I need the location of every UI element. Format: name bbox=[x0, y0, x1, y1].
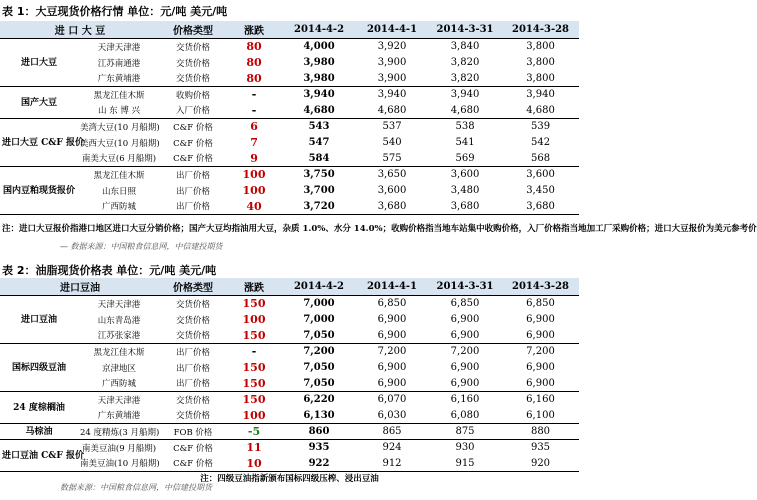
price-type-cell: 收购价格 bbox=[160, 87, 226, 103]
table-row bbox=[0, 456, 579, 472]
price-cell: 3,720 bbox=[303, 200, 335, 212]
price-type-cell: FOB 价格 bbox=[160, 424, 226, 440]
table-row bbox=[0, 392, 579, 408]
table-row bbox=[0, 440, 579, 456]
price-type-cell: C&F 价格 bbox=[160, 440, 226, 456]
price-cell: 3,940 bbox=[428, 87, 502, 103]
group-label: 24 度棕榈油 bbox=[0, 392, 78, 424]
price-type-cell: 出厂价格 bbox=[160, 344, 226, 360]
price-cell: 3,600 bbox=[502, 167, 579, 183]
header-cell: 进口豆油 bbox=[0, 278, 160, 296]
price-type-cell: 交货价格 bbox=[176, 58, 211, 69]
location-cell: 黑龙江佳木斯 bbox=[78, 344, 160, 360]
header-cell: 2014-4-2 bbox=[282, 21, 356, 39]
price-cell: 922 bbox=[308, 457, 330, 469]
price-cell: 7,050 bbox=[303, 377, 335, 389]
location-cell: 江苏张家港 bbox=[97, 331, 141, 342]
price-cell: 3,600 bbox=[377, 185, 407, 196]
header-cell: 涨跌 bbox=[226, 21, 282, 39]
group-label: 马棕油 bbox=[0, 424, 78, 440]
group-label: 进口大豆 C&F 报价 bbox=[0, 119, 78, 167]
price-cell: 537 bbox=[356, 119, 428, 135]
location-cell: 美湾大豆(10 月船期) bbox=[78, 119, 160, 135]
price-cell: 6,070 bbox=[356, 392, 428, 408]
price-cell: 4,680 bbox=[526, 104, 555, 116]
table1-source: — 数据来源：中国粮食信息网，中信建投期货 bbox=[60, 242, 223, 251]
change-cell: 10 bbox=[246, 456, 262, 470]
price-cell: 880 bbox=[502, 424, 579, 440]
header-cell: 涨跌 bbox=[226, 278, 282, 296]
price-cell: 6,900 bbox=[526, 329, 555, 341]
price-cell: 6,850 bbox=[356, 296, 428, 312]
price-cell: 935 bbox=[502, 440, 579, 456]
price-cell: 3,800 bbox=[526, 72, 555, 84]
table-row bbox=[0, 71, 579, 87]
soybean-price-table bbox=[0, 21, 757, 245]
price-cell: 543 bbox=[282, 119, 356, 135]
change-cell: 40 bbox=[246, 199, 262, 213]
table-row bbox=[0, 199, 579, 215]
location-cell: 天津天津港 bbox=[78, 392, 160, 408]
group-label: 国产大豆 bbox=[0, 87, 78, 119]
change-cell: - bbox=[226, 87, 282, 103]
group-label: 国标四级豆油 bbox=[0, 344, 78, 392]
table2-title: 表 2：油脂现货价格表 单位：元/吨 美元/吨 bbox=[2, 264, 217, 277]
price-cell: 569 bbox=[455, 152, 475, 164]
change-cell: 150 bbox=[242, 361, 266, 374]
header-cell: 2014-3-28 bbox=[502, 21, 579, 39]
price-cell: 538 bbox=[428, 119, 502, 135]
change-cell: 7 bbox=[250, 136, 258, 149]
oil-price-table bbox=[0, 278, 579, 488]
price-cell: 7,000 bbox=[282, 296, 356, 312]
price-type-cell: 交货价格 bbox=[160, 392, 226, 408]
price-cell: 7,200 bbox=[428, 344, 502, 360]
price-type-cell: 交货价格 bbox=[176, 74, 211, 85]
price-cell: 860 bbox=[282, 424, 356, 440]
location-cell: 黑龙江佳木斯 bbox=[78, 167, 160, 183]
price-cell: 4,680 bbox=[450, 104, 480, 116]
change-cell: 100 bbox=[242, 184, 266, 197]
location-cell: 山 东 博 兴 bbox=[97, 106, 141, 117]
price-cell: 3,650 bbox=[356, 167, 428, 183]
table-row bbox=[0, 344, 579, 360]
location-cell: 京津地区 bbox=[101, 363, 136, 374]
table-row bbox=[0, 135, 579, 151]
table-row bbox=[0, 55, 579, 71]
header-cell: 进 口 大 豆 bbox=[0, 21, 160, 39]
change-cell: 150 bbox=[226, 392, 282, 408]
price-cell: 3,800 bbox=[526, 57, 555, 68]
change-cell: 150 bbox=[242, 376, 266, 390]
header-cell: 价格类型 bbox=[160, 278, 226, 296]
price-cell: 6,900 bbox=[526, 377, 555, 389]
change-cell: 150 bbox=[226, 296, 282, 312]
price-cell: 6,900 bbox=[450, 377, 480, 389]
price-cell: 539 bbox=[502, 119, 579, 135]
price-type-cell: 交货价格 bbox=[175, 411, 210, 422]
location-cell: 天津天津港 bbox=[78, 296, 160, 312]
change-cell: 80 bbox=[246, 71, 262, 85]
location-cell: 广东黄埔港 bbox=[97, 74, 141, 85]
price-type-cell: 交货价格 bbox=[160, 39, 226, 55]
price-cell: 3,840 bbox=[428, 39, 502, 55]
change-cell: 100 bbox=[242, 408, 266, 422]
location-cell: 南美豆油(10 月船期) bbox=[80, 459, 160, 470]
change-cell: 80 bbox=[226, 39, 282, 55]
price-cell: 3,900 bbox=[377, 72, 407, 84]
change-cell: 9 bbox=[250, 151, 258, 165]
table-row bbox=[0, 119, 579, 135]
price-type-cell: 出厂价格 bbox=[176, 186, 211, 197]
price-cell: 7,000 bbox=[303, 314, 335, 325]
table-note: 注：四级豆油指新颁布国标四级压榨、浸出豆油 bbox=[0, 472, 579, 488]
price-cell: 3,450 bbox=[526, 185, 555, 196]
price-cell: 924 bbox=[356, 440, 428, 456]
location-cell: 广东黄埔港 bbox=[97, 411, 141, 422]
price-type-cell: 出厂价格 bbox=[160, 167, 226, 183]
table-row bbox=[0, 312, 579, 328]
table-row bbox=[0, 103, 579, 119]
header-cell: 2014-3-28 bbox=[502, 278, 579, 296]
price-type-cell: 出厂价格 bbox=[175, 363, 210, 374]
price-cell: 3,900 bbox=[377, 57, 407, 68]
price-cell: 865 bbox=[356, 424, 428, 440]
price-cell: 542 bbox=[530, 137, 551, 148]
price-cell: 3,940 bbox=[356, 87, 428, 103]
price-cell: 6,030 bbox=[377, 409, 407, 421]
price-cell: 3,980 bbox=[303, 72, 335, 84]
change-cell: 100 bbox=[226, 167, 282, 183]
change-cell: 11 bbox=[226, 440, 282, 456]
price-cell: 7,050 bbox=[303, 329, 335, 341]
price-cell: 547 bbox=[308, 137, 330, 148]
price-cell: 6,220 bbox=[282, 392, 356, 408]
price-cell: 6,100 bbox=[526, 409, 555, 421]
price-cell: 6,900 bbox=[450, 314, 480, 325]
price-cell: 3,680 bbox=[450, 200, 480, 212]
location-cell: 广西防城 bbox=[102, 202, 137, 213]
table-row bbox=[0, 296, 579, 312]
change-cell: - bbox=[251, 103, 257, 117]
price-cell: 6,900 bbox=[450, 329, 480, 341]
change-cell: 6 bbox=[226, 119, 282, 135]
header-cell: 2014-3-31 bbox=[428, 21, 502, 39]
price-cell: 3,820 bbox=[450, 57, 480, 68]
price-type-cell: 交货价格 bbox=[175, 331, 210, 342]
price-cell: 915 bbox=[455, 457, 475, 469]
group-label: 进口豆油 C&F 报价 bbox=[0, 440, 78, 472]
table-row bbox=[0, 424, 579, 440]
table1-title: 表 1：大豆现货价格行情 单位：元/吨 美元/吨 bbox=[2, 5, 228, 18]
price-type-cell: 交货价格 bbox=[160, 296, 226, 312]
price-cell: 6,160 bbox=[502, 392, 579, 408]
price-type-cell: 出厂价格 bbox=[175, 379, 210, 390]
price-cell: 3,480 bbox=[450, 185, 480, 196]
table-row bbox=[0, 87, 579, 103]
price-cell: 875 bbox=[428, 424, 502, 440]
price-cell: 3,750 bbox=[282, 167, 356, 183]
table-row bbox=[0, 167, 579, 183]
price-type-cell: C&F 价格 bbox=[173, 138, 213, 149]
price-cell: 6,850 bbox=[428, 296, 502, 312]
group-label: 进口大豆 bbox=[0, 39, 78, 87]
price-cell: 3,820 bbox=[450, 72, 480, 84]
location-cell: 南美大豆(6 月船期) bbox=[81, 154, 157, 165]
group-label: 进口豆油 bbox=[0, 296, 78, 344]
price-cell: 6,130 bbox=[303, 409, 335, 421]
price-cell: 3,680 bbox=[377, 200, 407, 212]
table-row bbox=[0, 408, 579, 424]
price-cell: 6,900 bbox=[377, 377, 407, 389]
price-cell: 935 bbox=[282, 440, 356, 456]
change-cell: 100 bbox=[242, 313, 266, 326]
price-cell: 6,900 bbox=[450, 362, 480, 373]
price-cell: 3,800 bbox=[502, 39, 579, 55]
price-cell: 4,680 bbox=[377, 104, 407, 116]
group-label: 国内豆粕现货报价 bbox=[0, 167, 78, 215]
price-cell: 3,940 bbox=[502, 87, 579, 103]
header-cell: 价格类型 bbox=[160, 21, 226, 39]
table-row bbox=[0, 151, 579, 167]
price-cell: 920 bbox=[530, 457, 551, 469]
header-cell: 2014-4-2 bbox=[282, 278, 356, 296]
price-cell: 568 bbox=[530, 152, 551, 164]
price-cell: 7,200 bbox=[282, 344, 356, 360]
price-cell: 4,680 bbox=[303, 104, 335, 116]
table-row bbox=[0, 360, 579, 376]
price-cell: 7,200 bbox=[356, 344, 428, 360]
table-row bbox=[0, 39, 579, 55]
change-cell: - bbox=[226, 344, 282, 360]
location-cell: 广西防城 bbox=[101, 379, 136, 390]
price-cell: 6,080 bbox=[450, 409, 480, 421]
table-row bbox=[0, 376, 579, 392]
header-cell: 2014-3-31 bbox=[428, 278, 502, 296]
table-row bbox=[0, 183, 579, 199]
price-cell: 6,900 bbox=[526, 314, 555, 325]
price-type-cell: 入厂价格 bbox=[176, 106, 211, 117]
table2-source: 数据来源：中国粮食信息网，中信建投期货 bbox=[60, 483, 212, 492]
location-cell: 江苏南通港 bbox=[97, 58, 141, 69]
price-cell: 3,980 bbox=[303, 57, 335, 68]
price-type-cell: 出厂价格 bbox=[176, 202, 211, 213]
change-cell: 80 bbox=[246, 56, 262, 69]
price-cell: 6,160 bbox=[428, 392, 502, 408]
price-cell: 912 bbox=[382, 457, 402, 469]
price-type-cell: C&F 价格 bbox=[160, 119, 226, 135]
price-cell: 3,680 bbox=[526, 200, 555, 212]
price-type-cell: C&F 价格 bbox=[173, 154, 213, 165]
price-cell: 7,050 bbox=[303, 362, 335, 373]
price-cell: 930 bbox=[428, 440, 502, 456]
table-note: 注：进口大豆报价指港口地区进口大豆分销价格；国产大豆均指油用大豆，杂质 1.0%、水分 14.0%；收购价格指当地车站集中收购价格，入厂价格指当地加工厂采购价格；进口大豆报价为美元参考价 bbox=[0, 215, 579, 245]
price-cell: 6,900 bbox=[377, 329, 407, 341]
location-cell: 山东青岛港 bbox=[97, 315, 141, 326]
header-cell: 2014-4-1 bbox=[356, 21, 428, 39]
change-cell: 150 bbox=[242, 328, 266, 342]
location-cell: 天津天津港 bbox=[78, 39, 160, 55]
price-cell: 541 bbox=[455, 137, 475, 148]
price-cell: 584 bbox=[308, 152, 330, 164]
price-cell: 3,700 bbox=[303, 185, 335, 196]
price-cell: 6,900 bbox=[377, 314, 407, 325]
price-cell: 4,000 bbox=[282, 39, 356, 55]
location-cell: 南美豆油(9 月船期) bbox=[78, 440, 160, 456]
price-cell: 6,900 bbox=[526, 362, 555, 373]
change-cell: -5 bbox=[226, 424, 282, 440]
price-cell: 6,850 bbox=[502, 296, 579, 312]
price-cell: 575 bbox=[382, 152, 402, 164]
header-cell: 2014-4-1 bbox=[356, 278, 428, 296]
note-row bbox=[0, 215, 579, 245]
price-cell: 6,900 bbox=[377, 362, 407, 373]
price-cell: 540 bbox=[382, 137, 402, 148]
price-type-cell: 交货价格 bbox=[175, 315, 210, 326]
price-cell: 7,200 bbox=[502, 344, 579, 360]
location-cell: 美西大豆(10 月船期) bbox=[80, 138, 160, 149]
table-row bbox=[0, 328, 579, 344]
location-cell: 山东日照 bbox=[102, 186, 137, 197]
price-type-cell: C&F 价格 bbox=[173, 459, 213, 470]
price-cell: 3,920 bbox=[356, 39, 428, 55]
location-cell: 黑龙江佳木斯 bbox=[78, 87, 160, 103]
price-cell: 3,940 bbox=[282, 87, 356, 103]
location-cell: 24 度精炼(3 月船期) bbox=[78, 424, 160, 440]
price-cell: 3,600 bbox=[428, 167, 502, 183]
